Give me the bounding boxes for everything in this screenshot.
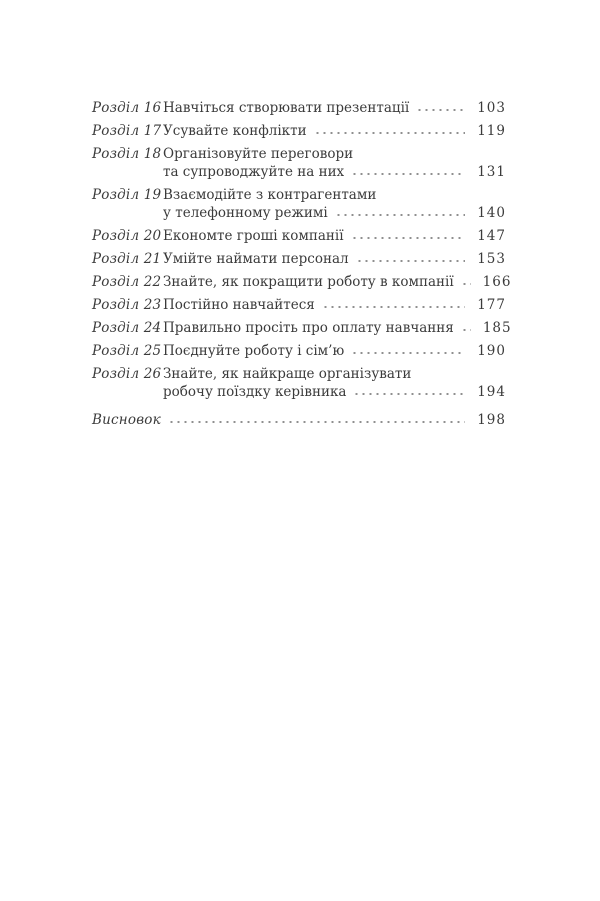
dot-leader: [168, 420, 465, 424]
dot-leader: [322, 305, 465, 309]
page-number: 177: [477, 297, 506, 313]
page-number: 153: [477, 251, 506, 267]
toc-entry: [92, 122, 506, 140]
chapter-title: Правильно просіть про оплату навчання: [163, 320, 454, 336]
dot-leader: [356, 259, 466, 263]
chapter-label: Розділ 20: [92, 228, 162, 244]
page-number: 198: [477, 412, 506, 428]
page-number: 185: [482, 320, 512, 336]
chapter-title: Умійте наймати персонал: [163, 251, 349, 267]
chapter-title: Постійно навчайтеся: [163, 297, 315, 313]
page-number: 140: [477, 205, 506, 221]
chapter-title: Поєднуйте роботу і сім’ю: [163, 343, 345, 359]
chapter-label: Розділ 24: [92, 320, 162, 336]
toc-entry: [92, 296, 506, 314]
table-of-contents: [92, 99, 512, 434]
chapter-title-continuation: у телефонному режимі: [163, 205, 328, 221]
chapter-title: Усувайте конфлікти: [163, 123, 307, 139]
page-number: 147: [477, 228, 506, 244]
toc-entry: [92, 99, 506, 117]
chapter-label: Розділ 16: [92, 100, 162, 116]
dot-leader: [461, 328, 471, 332]
dot-leader: [314, 131, 466, 135]
page-number: 194: [477, 384, 506, 400]
conclusion-entry: [92, 411, 506, 429]
dot-leader: [335, 213, 466, 217]
toc-entry: [92, 365, 506, 401]
dot-leader: [416, 108, 465, 112]
chapter-title-continuation: та супроводжуйте на них: [163, 164, 345, 180]
page-number: 131: [477, 164, 506, 180]
toc-entry: [92, 342, 506, 360]
chapter-label: Розділ 23: [92, 297, 162, 313]
page-number: 166: [482, 274, 512, 290]
chapter-label: Розділ 22: [92, 274, 162, 290]
toc-entry: [92, 319, 512, 337]
dot-leader: [351, 236, 466, 240]
chapter-label: Розділ 25: [92, 343, 162, 359]
chapter-label: Розділ 26: [92, 366, 162, 382]
toc-entry: [92, 186, 506, 222]
chapter-title: Знайте, як найкраще організувати: [163, 366, 412, 382]
dot-leader: [351, 172, 465, 176]
page-number: 119: [477, 123, 506, 139]
chapter-label: Розділ 18: [92, 146, 162, 162]
toc-entry: [92, 145, 506, 181]
page-number: 103: [477, 100, 506, 116]
chapter-title: Організовуйте переговори: [163, 146, 354, 162]
dot-leader: [351, 351, 465, 355]
toc-entry: [92, 250, 506, 268]
toc-entry: [92, 273, 512, 291]
chapter-label: Розділ 19: [92, 187, 162, 203]
dot-leader: [461, 282, 471, 286]
chapter-title: Економте гроші компанії: [163, 228, 344, 244]
chapter-title: Знайте, як покращити роботу в компанії: [163, 274, 454, 290]
conclusion-label: Висновок: [92, 412, 161, 428]
dot-leader: [353, 392, 465, 396]
chapter-title-continuation: робочу поїздку керівника: [163, 384, 347, 400]
toc-entry: [92, 227, 506, 245]
chapter-title: Взаємодійте з контрагентами: [163, 187, 377, 203]
page-number: 190: [477, 343, 506, 359]
chapter-label: Розділ 17: [92, 123, 162, 139]
chapter-label: Розділ 21: [92, 251, 162, 267]
chapter-title: Навчіться створювати презентації: [163, 100, 410, 116]
